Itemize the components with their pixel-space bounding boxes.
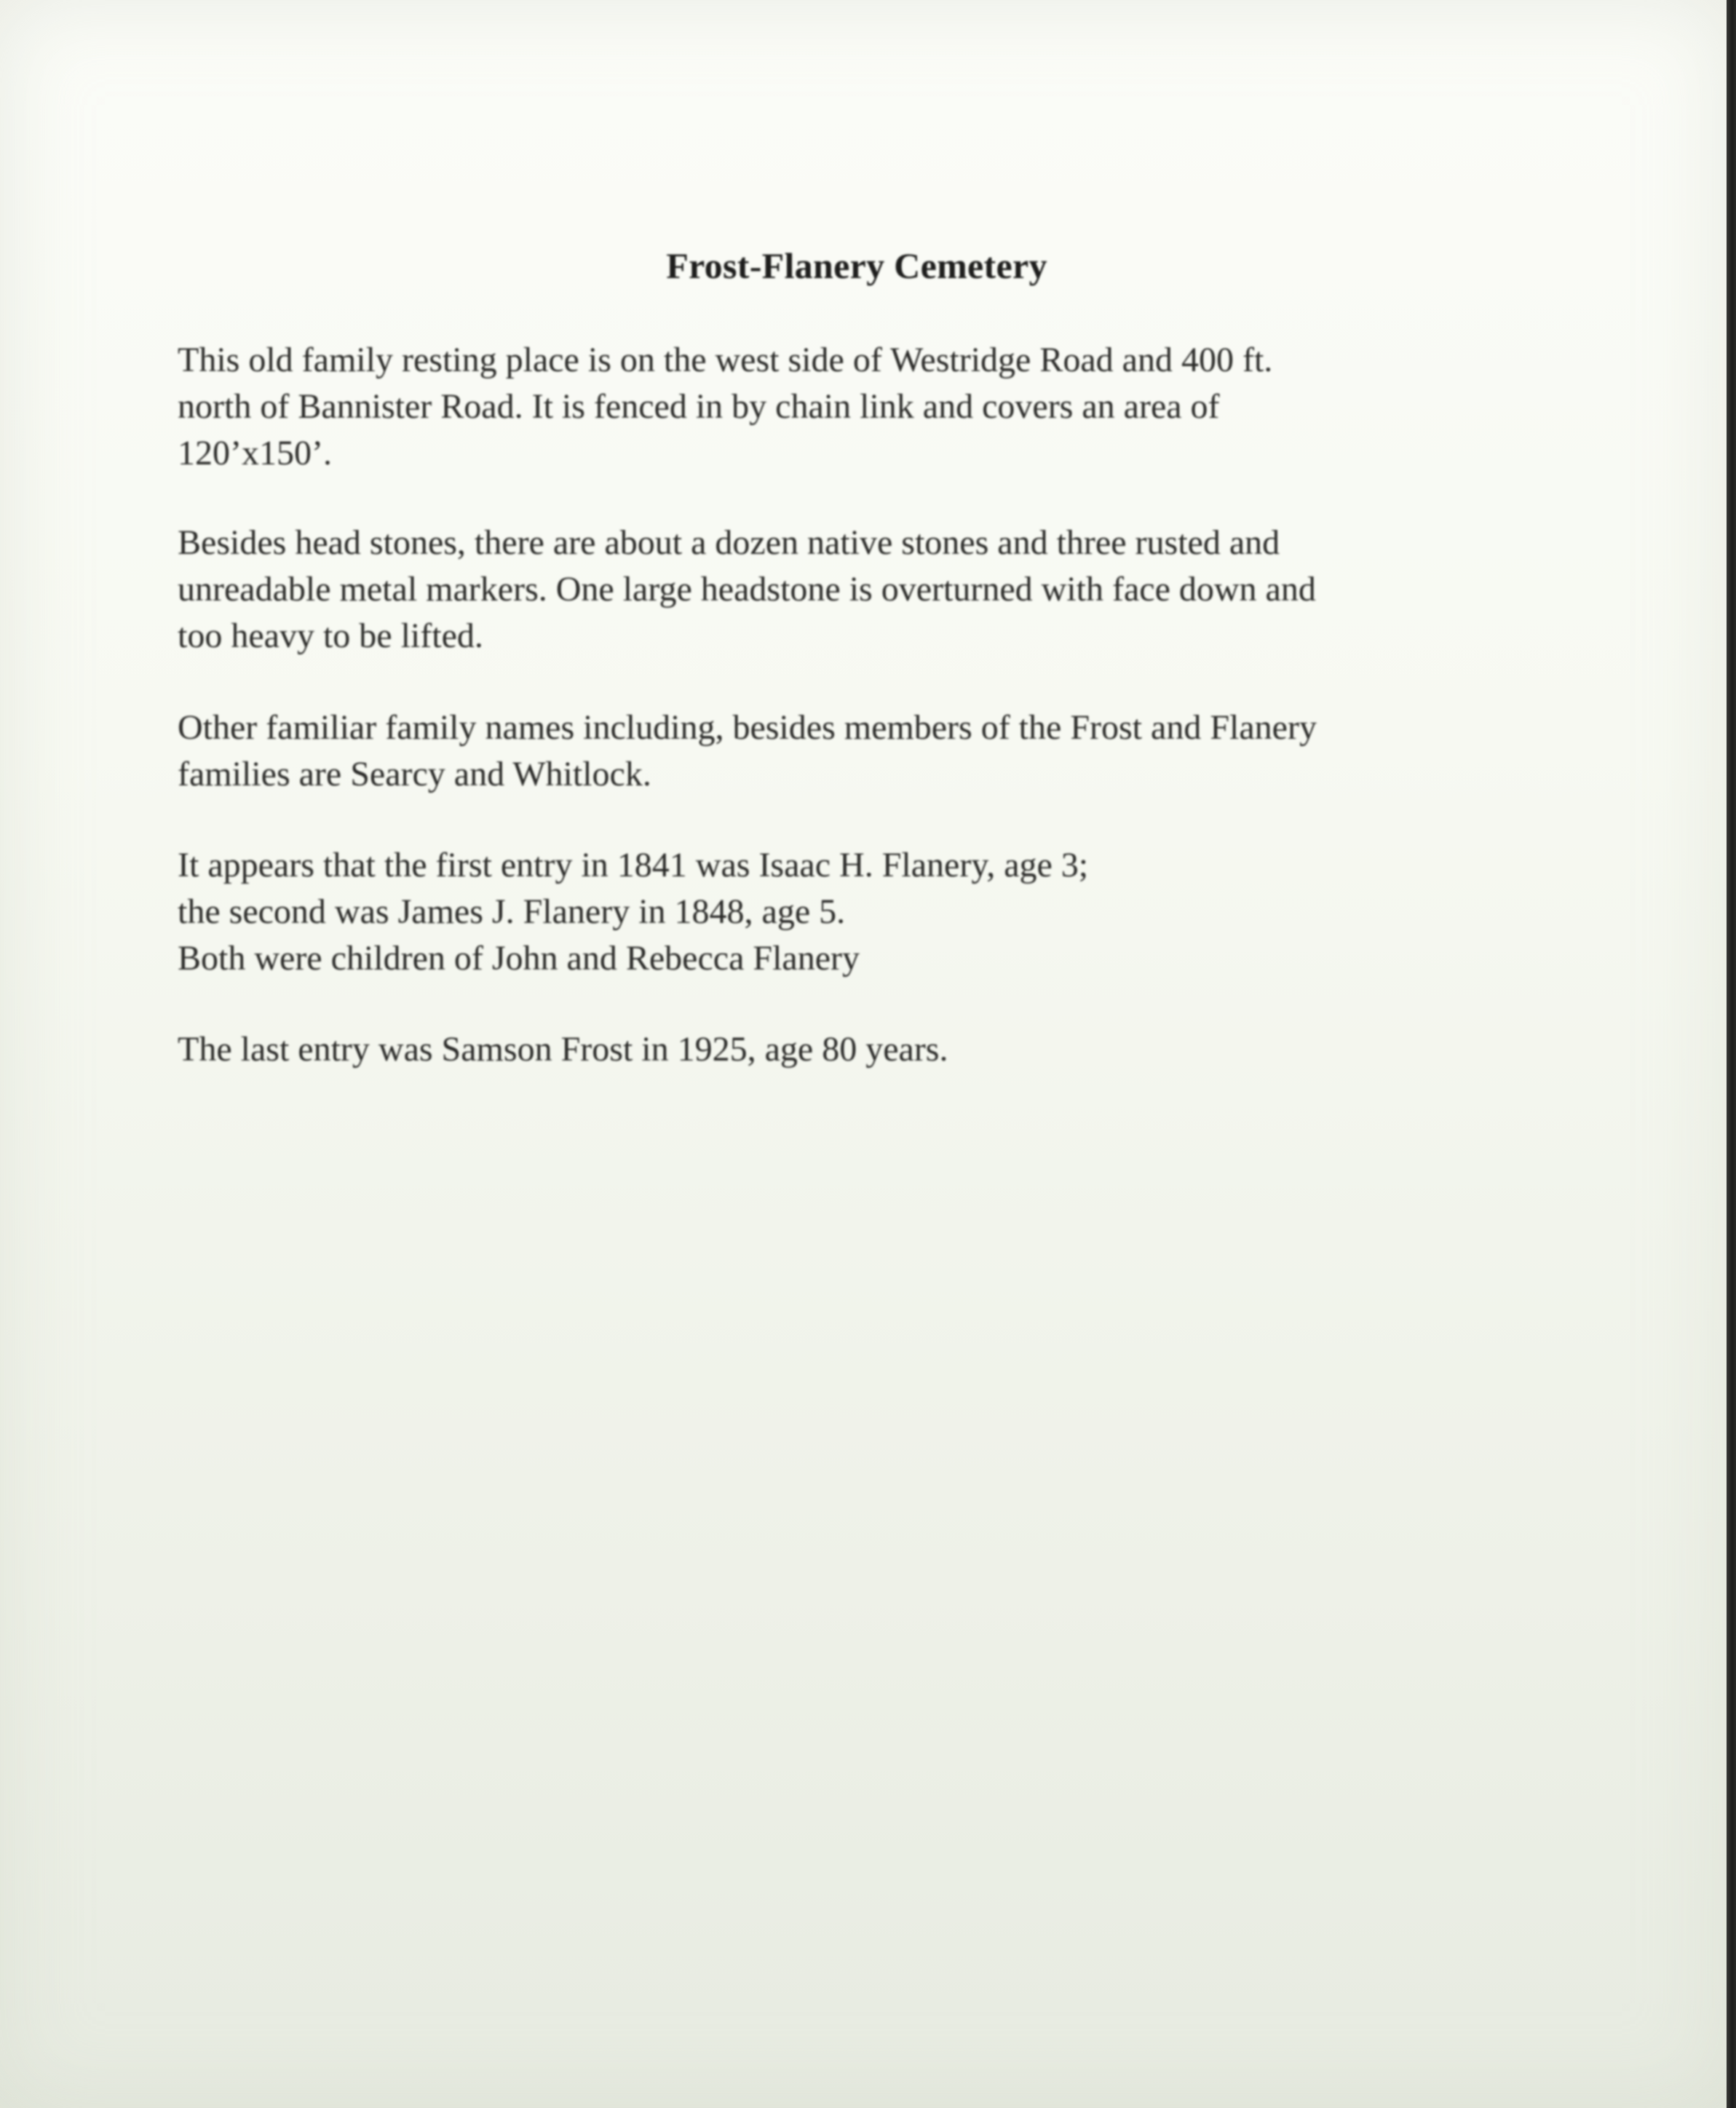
paragraph-family-names (178, 705, 1546, 798)
page-edge-border (1727, 0, 1736, 2108)
text-line: the second was James J. Flanery in 1848, age 5. (178, 892, 846, 931)
text-line: families are Searcy and Whitlock. (178, 755, 651, 793)
text-line: Other familiar family names including, besides members of the Frost and Flanery (178, 708, 1317, 747)
text-line: Besides head stones, there are about a dozen native stones and three rusted and (178, 523, 1280, 562)
paragraph-location (178, 337, 1546, 477)
text-line: Both were children of John and Rebecca Flanery (178, 939, 860, 978)
text-line: 120’x150’. (178, 434, 332, 472)
paragraph-markers (178, 520, 1546, 659)
text-line: unreadable metal markers. One large headstone is overturned with face down and (178, 570, 1316, 609)
paragraph-first-entries (178, 842, 1546, 982)
document-title: Frost-Flanery Cemetery (666, 245, 1047, 286)
text-line: It appears that the first entry in 1841 was Isaac H. Flanery, age 3; (178, 846, 1089, 884)
text-line: The last entry was Samson Frost in 1925, age 80 years. (178, 1030, 948, 1069)
text-line: This old family resting place is on the west side of Westridge Road and 400 ft. (178, 341, 1273, 379)
text-line: too heavy to be lifted. (178, 617, 483, 655)
paragraph-last-entry (178, 1026, 1546, 1073)
text-line: north of Bannister Road. It is fenced in by chain link and covers an area of (178, 387, 1220, 426)
